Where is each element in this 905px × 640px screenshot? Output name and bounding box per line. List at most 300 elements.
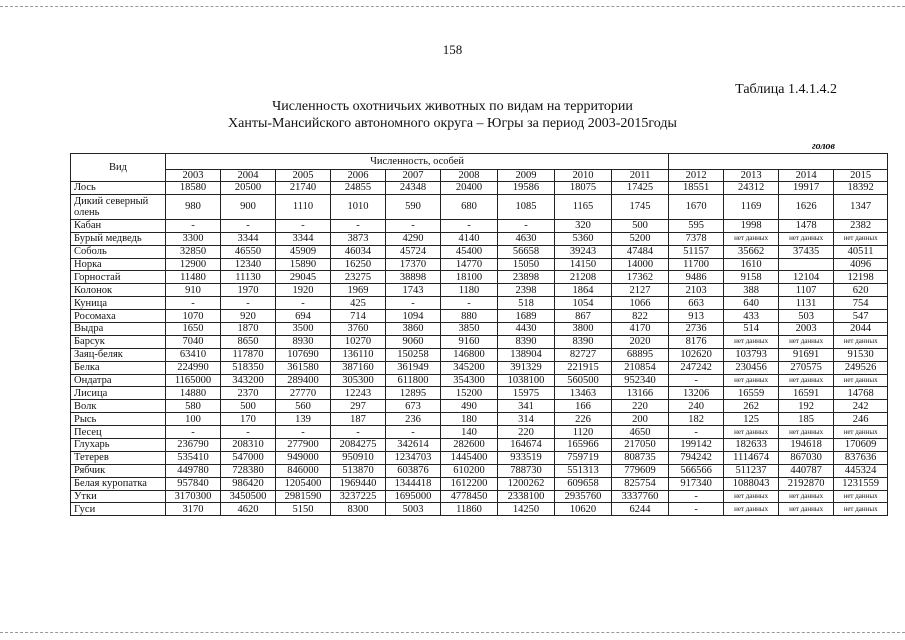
value-cell: 1870 xyxy=(221,323,276,336)
value-cell: 1107 xyxy=(779,284,834,297)
species-name-cell: Колонок xyxy=(71,284,166,297)
value-cell: - xyxy=(441,219,498,232)
value-cell: 91691 xyxy=(779,348,834,361)
value-cell: 595 xyxy=(669,219,724,232)
year-header: 2014 xyxy=(779,170,834,182)
value-cell: 535410 xyxy=(166,451,221,464)
value-cell: 825754 xyxy=(612,477,669,490)
value-cell: - xyxy=(276,219,331,232)
value-cell: 714 xyxy=(331,310,386,323)
table-row xyxy=(71,348,888,361)
year-header: 2011 xyxy=(612,170,669,182)
value-cell: 1626 xyxy=(779,194,834,219)
value-cell: 13463 xyxy=(555,387,612,400)
value-cell: 20500 xyxy=(221,182,276,195)
value-cell: 14000 xyxy=(612,258,669,271)
value-cell: - xyxy=(331,426,386,439)
header-row xyxy=(71,154,888,170)
value-cell: 2382 xyxy=(834,219,888,232)
population-table xyxy=(70,153,888,516)
value-cell: 29045 xyxy=(276,271,331,284)
value-cell: 7378 xyxy=(669,232,724,245)
species-name-cell: Соболь xyxy=(71,245,166,258)
value-cell: 433 xyxy=(724,310,779,323)
table-row xyxy=(71,310,888,323)
value-cell: 23898 xyxy=(498,271,555,284)
value-cell: 9160 xyxy=(441,335,498,348)
value-cell: 518 xyxy=(498,297,555,310)
value-cell: 2981590 xyxy=(276,490,331,503)
table-row xyxy=(71,439,888,452)
value-cell: - xyxy=(669,426,724,439)
value-cell: 13166 xyxy=(612,387,669,400)
table-body xyxy=(71,182,888,516)
count-header-blank xyxy=(669,154,888,170)
value-cell: 242 xyxy=(834,400,888,413)
value-cell: 12198 xyxy=(834,271,888,284)
value-cell: 610200 xyxy=(441,464,498,477)
value-cell: 1920 xyxy=(276,284,331,297)
value-cell: 100 xyxy=(166,413,221,426)
value-cell: 4650 xyxy=(612,426,669,439)
value-cell: 103793 xyxy=(724,348,779,361)
value-cell: 1094 xyxy=(386,310,441,323)
value-cell: 139 xyxy=(276,413,331,426)
value-cell: 1120 xyxy=(555,426,612,439)
value-cell: 249526 xyxy=(834,361,888,374)
value-cell: 500 xyxy=(221,400,276,413)
species-name-cell: Белка xyxy=(71,361,166,374)
value-cell: 10620 xyxy=(555,503,612,516)
species-name-cell: Волк xyxy=(71,400,166,413)
value-cell: 1478 xyxy=(779,219,834,232)
value-cell: - xyxy=(276,426,331,439)
value-cell: 5150 xyxy=(276,503,331,516)
value-cell: нет данных xyxy=(724,503,779,516)
value-cell: 957840 xyxy=(166,477,221,490)
value-cell: нет данных xyxy=(834,503,888,516)
value-cell: 68895 xyxy=(612,348,669,361)
value-cell: 140 xyxy=(441,426,498,439)
value-cell: 46550 xyxy=(221,245,276,258)
year-header: 2008 xyxy=(441,170,498,182)
value-cell: 3500 xyxy=(276,323,331,336)
value-cell: 15890 xyxy=(276,258,331,271)
value-cell: 12900 xyxy=(166,258,221,271)
species-name-cell: Лось xyxy=(71,182,166,195)
value-cell: нет данных xyxy=(834,374,888,387)
table-row xyxy=(71,426,888,439)
value-cell: 867 xyxy=(555,310,612,323)
value-cell: нет данных xyxy=(779,374,834,387)
value-cell: - xyxy=(386,297,441,310)
value-cell: 361580 xyxy=(276,361,331,374)
value-cell: 1070 xyxy=(166,310,221,323)
value-cell: 236790 xyxy=(166,439,221,452)
value-cell: 4290 xyxy=(386,232,441,245)
value-cell: 1054 xyxy=(555,297,612,310)
value-cell: нет данных xyxy=(724,426,779,439)
value-cell: 1165000 xyxy=(166,374,221,387)
value-cell: 663 xyxy=(669,297,724,310)
value-cell: 11860 xyxy=(441,503,498,516)
value-cell: 2398 xyxy=(498,284,555,297)
value-cell: 343200 xyxy=(221,374,276,387)
value-cell: 1695000 xyxy=(386,490,441,503)
value-cell: - xyxy=(221,297,276,310)
value-cell: 3860 xyxy=(386,323,441,336)
value-cell: 180 xyxy=(441,413,498,426)
value-cell: 18392 xyxy=(834,182,888,195)
value-cell: - xyxy=(276,297,331,310)
table-row xyxy=(71,323,888,336)
value-cell: 490 xyxy=(441,400,498,413)
species-name-cell: Дикий северный олень xyxy=(71,194,166,219)
value-cell: 673 xyxy=(386,400,441,413)
value-cell: 2020 xyxy=(612,335,669,348)
value-cell: нет данных xyxy=(834,426,888,439)
value-cell: 754 xyxy=(834,297,888,310)
value-cell: - xyxy=(166,219,221,232)
value-cell: 16250 xyxy=(331,258,386,271)
value-cell: 4170 xyxy=(612,323,669,336)
value-cell: нет данных xyxy=(724,374,779,387)
value-cell: 17362 xyxy=(612,271,669,284)
value-cell: 314 xyxy=(498,413,555,426)
value-cell: 1165 xyxy=(555,194,612,219)
species-name-cell: Белая куропатка xyxy=(71,477,166,490)
species-name-cell: Выдра xyxy=(71,323,166,336)
year-header: 2010 xyxy=(555,170,612,182)
value-cell: 164674 xyxy=(498,439,555,452)
species-name-cell: Гуси xyxy=(71,503,166,516)
value-cell: 289400 xyxy=(276,374,331,387)
value-cell: 12243 xyxy=(331,387,386,400)
value-cell: 1650 xyxy=(166,323,221,336)
value-cell: нет данных xyxy=(834,232,888,245)
year-header: 2007 xyxy=(386,170,441,182)
value-cell: 1670 xyxy=(669,194,724,219)
value-cell: 27770 xyxy=(276,387,331,400)
table-row xyxy=(71,451,888,464)
table-row xyxy=(71,284,888,297)
value-cell: 13206 xyxy=(669,387,724,400)
value-cell: 2127 xyxy=(612,284,669,297)
table-row xyxy=(71,400,888,413)
value-cell: 35662 xyxy=(724,245,779,258)
table-row xyxy=(71,464,888,477)
value-cell: - xyxy=(386,426,441,439)
value-cell: 788730 xyxy=(498,464,555,477)
value-cell: 603876 xyxy=(386,464,441,477)
value-cell: нет данных xyxy=(779,490,834,503)
value-cell: 5003 xyxy=(386,503,441,516)
title-line-2: Ханты-Мансийского автономного округа – Югры за период 2003-2015годы xyxy=(228,116,677,131)
value-cell: 102620 xyxy=(669,348,724,361)
value-cell: - xyxy=(669,490,724,503)
value-cell: 1689 xyxy=(498,310,555,323)
value-cell: 14768 xyxy=(834,387,888,400)
value-cell: 3760 xyxy=(331,323,386,336)
value-cell: 18100 xyxy=(441,271,498,284)
value-cell: 45724 xyxy=(386,245,441,258)
value-cell: 45400 xyxy=(441,245,498,258)
value-cell: нет данных xyxy=(779,232,834,245)
value-cell: 4630 xyxy=(498,232,555,245)
value-cell: 547000 xyxy=(221,451,276,464)
year-header: 2013 xyxy=(724,170,779,182)
value-cell: 2338100 xyxy=(498,490,555,503)
value-cell: 611800 xyxy=(386,374,441,387)
table-row xyxy=(71,245,888,258)
value-cell: 194618 xyxy=(779,439,834,452)
count-header: Численность, особей xyxy=(166,154,669,170)
value-cell: 10270 xyxy=(331,335,386,348)
value-cell: - xyxy=(166,426,221,439)
value-cell: 1745 xyxy=(612,194,669,219)
value-cell: 503 xyxy=(779,310,834,323)
value-cell: 425 xyxy=(331,297,386,310)
table-row xyxy=(71,258,888,271)
year-header: 2006 xyxy=(331,170,386,182)
value-cell: 166 xyxy=(555,400,612,413)
value-cell: 8176 xyxy=(669,335,724,348)
value-cell: 341 xyxy=(498,400,555,413)
table-row xyxy=(71,477,888,490)
value-cell: нет данных xyxy=(779,426,834,439)
value-cell: 640 xyxy=(724,297,779,310)
value-cell: 5200 xyxy=(612,232,669,245)
value-cell: 590 xyxy=(386,194,441,219)
value-cell: 4140 xyxy=(441,232,498,245)
value-cell: 82727 xyxy=(555,348,612,361)
value-cell: 609658 xyxy=(555,477,612,490)
value-cell: 913 xyxy=(669,310,724,323)
value-cell: 4620 xyxy=(221,503,276,516)
species-name-cell: Норка xyxy=(71,258,166,271)
value-cell: - xyxy=(669,503,724,516)
year-header: 2015 xyxy=(834,170,888,182)
value-cell: 12104 xyxy=(779,271,834,284)
value-cell: 39243 xyxy=(555,245,612,258)
value-cell: 1131 xyxy=(779,297,834,310)
value-cell: 1864 xyxy=(555,284,612,297)
value-cell: 560500 xyxy=(555,374,612,387)
value-cell: 580 xyxy=(166,400,221,413)
value-cell: 17425 xyxy=(612,182,669,195)
value-cell: 513870 xyxy=(331,464,386,477)
value-cell: 354300 xyxy=(441,374,498,387)
value-cell: 146800 xyxy=(441,348,498,361)
value-cell: 2736 xyxy=(669,323,724,336)
value-cell: 822 xyxy=(612,310,669,323)
value-cell: 1085 xyxy=(498,194,555,219)
year-header: 2012 xyxy=(669,170,724,182)
value-cell: 514 xyxy=(724,323,779,336)
species-name-cell: Куница xyxy=(71,297,166,310)
value-cell: нет данных xyxy=(834,490,888,503)
value-cell: - xyxy=(441,297,498,310)
value-cell: 518350 xyxy=(221,361,276,374)
value-cell: 17370 xyxy=(386,258,441,271)
species-name-cell: Рысь xyxy=(71,413,166,426)
value-cell: 1114674 xyxy=(724,451,779,464)
value-cell: 2084275 xyxy=(331,439,386,452)
value-cell: 32850 xyxy=(166,245,221,258)
value-cell: 8390 xyxy=(498,335,555,348)
value-cell: 18551 xyxy=(669,182,724,195)
value-cell: 297 xyxy=(331,400,386,413)
year-header: 2005 xyxy=(276,170,331,182)
units-label: голов xyxy=(811,141,835,152)
value-cell: 1612200 xyxy=(441,477,498,490)
species-name-cell: Глухарь xyxy=(71,439,166,452)
value-cell: 40511 xyxy=(834,245,888,258)
value-cell: 46034 xyxy=(331,245,386,258)
value-cell: 1743 xyxy=(386,284,441,297)
value-cell: 2370 xyxy=(221,387,276,400)
value-cell: 3170300 xyxy=(166,490,221,503)
value-cell: 11130 xyxy=(221,271,276,284)
value-cell: 15200 xyxy=(441,387,498,400)
value-cell: 217050 xyxy=(612,439,669,452)
value-cell: 37435 xyxy=(779,245,834,258)
value-cell: 91530 xyxy=(834,348,888,361)
value-cell: 2044 xyxy=(834,323,888,336)
value-cell: 1066 xyxy=(612,297,669,310)
value-cell: 846000 xyxy=(276,464,331,477)
table-row xyxy=(71,361,888,374)
value-cell: 2103 xyxy=(669,284,724,297)
value-cell: 20400 xyxy=(441,182,498,195)
species-name-cell: Тетерев xyxy=(71,451,166,464)
table-row xyxy=(71,297,888,310)
value-cell: 247242 xyxy=(669,361,724,374)
value-cell: 16559 xyxy=(724,387,779,400)
value-cell: 262 xyxy=(724,400,779,413)
value-cell: - xyxy=(386,219,441,232)
value-cell: 440787 xyxy=(779,464,834,477)
value-cell: 5360 xyxy=(555,232,612,245)
value-cell: 9158 xyxy=(724,271,779,284)
value-cell: 15975 xyxy=(498,387,555,400)
value-cell: 3873 xyxy=(331,232,386,245)
year-header: 2009 xyxy=(498,170,555,182)
table-row xyxy=(71,182,888,195)
species-name-cell: Кабан xyxy=(71,219,166,232)
value-cell: нет данных xyxy=(724,335,779,348)
value-cell: 21208 xyxy=(555,271,612,284)
value-cell: 47484 xyxy=(612,245,669,258)
value-cell: 1169 xyxy=(724,194,779,219)
value-cell: 1610 xyxy=(724,258,779,271)
value-cell: 867030 xyxy=(779,451,834,464)
value-cell: 1088043 xyxy=(724,477,779,490)
value-cell: 210854 xyxy=(612,361,669,374)
value-cell: 1445400 xyxy=(441,451,498,464)
value-cell: - xyxy=(221,426,276,439)
value-cell: 808735 xyxy=(612,451,669,464)
value-cell: 19917 xyxy=(779,182,834,195)
value-cell: 1998 xyxy=(724,219,779,232)
value-cell: 779609 xyxy=(612,464,669,477)
value-cell: 560 xyxy=(276,400,331,413)
value-cell: 2192870 xyxy=(779,477,834,490)
value-cell: 15050 xyxy=(498,258,555,271)
value-cell: 3237225 xyxy=(331,490,386,503)
value-cell: 728380 xyxy=(221,464,276,477)
value-cell: 952340 xyxy=(612,374,669,387)
value-cell: 165966 xyxy=(555,439,612,452)
species-name-cell: Росомаха xyxy=(71,310,166,323)
value-cell: 1970 xyxy=(221,284,276,297)
value-cell: - xyxy=(221,219,276,232)
value-cell: 21740 xyxy=(276,182,331,195)
value-cell: 8650 xyxy=(221,335,276,348)
species-name-cell: Заяц-беляк xyxy=(71,348,166,361)
value-cell: 917340 xyxy=(669,477,724,490)
value-cell: 950910 xyxy=(331,451,386,464)
value-cell: 6244 xyxy=(612,503,669,516)
value-cell: 240 xyxy=(669,400,724,413)
value-cell: 2003 xyxy=(779,323,834,336)
value-cell: 547 xyxy=(834,310,888,323)
value-cell: 1347 xyxy=(834,194,888,219)
species-name-cell: Барсук xyxy=(71,335,166,348)
value-cell: 199142 xyxy=(669,439,724,452)
value-cell: 117870 xyxy=(221,348,276,361)
value-cell: 24348 xyxy=(386,182,441,195)
value-cell: 1234703 xyxy=(386,451,441,464)
value-cell: 192 xyxy=(779,400,834,413)
species-header: Вид xyxy=(71,154,166,182)
species-name-cell: Лисица xyxy=(71,387,166,400)
table-row xyxy=(71,335,888,348)
value-cell: 226 xyxy=(555,413,612,426)
value-cell: 4430 xyxy=(498,323,555,336)
table-title xyxy=(0,98,905,132)
value-cell: 3337760 xyxy=(612,490,669,503)
value-cell: 18075 xyxy=(555,182,612,195)
value-cell: - xyxy=(669,374,724,387)
species-name-cell: Горностай xyxy=(71,271,166,284)
value-cell: 361949 xyxy=(386,361,441,374)
value-cell: 200 xyxy=(612,413,669,426)
value-cell: 511237 xyxy=(724,464,779,477)
scan-edge-top xyxy=(0,6,905,7)
value-cell: 11480 xyxy=(166,271,221,284)
value-cell: 445324 xyxy=(834,464,888,477)
value-cell: 342614 xyxy=(386,439,441,452)
value-cell: 19586 xyxy=(498,182,555,195)
value-cell: 920 xyxy=(221,310,276,323)
value-cell: нет данных xyxy=(779,335,834,348)
value-cell: 14770 xyxy=(441,258,498,271)
value-cell: - xyxy=(331,219,386,232)
table-row xyxy=(71,219,888,232)
table-label: Таблица 1.4.1.4.2 xyxy=(735,82,837,97)
value-cell: 63410 xyxy=(166,348,221,361)
value-cell: - xyxy=(166,297,221,310)
value-cell: 305300 xyxy=(331,374,386,387)
value-cell: 1010 xyxy=(331,194,386,219)
value-cell xyxy=(779,258,834,271)
species-name-cell: Ондатра xyxy=(71,374,166,387)
value-cell: 277900 xyxy=(276,439,331,452)
value-cell: 282600 xyxy=(441,439,498,452)
value-cell: 224990 xyxy=(166,361,221,374)
value-cell: 18580 xyxy=(166,182,221,195)
